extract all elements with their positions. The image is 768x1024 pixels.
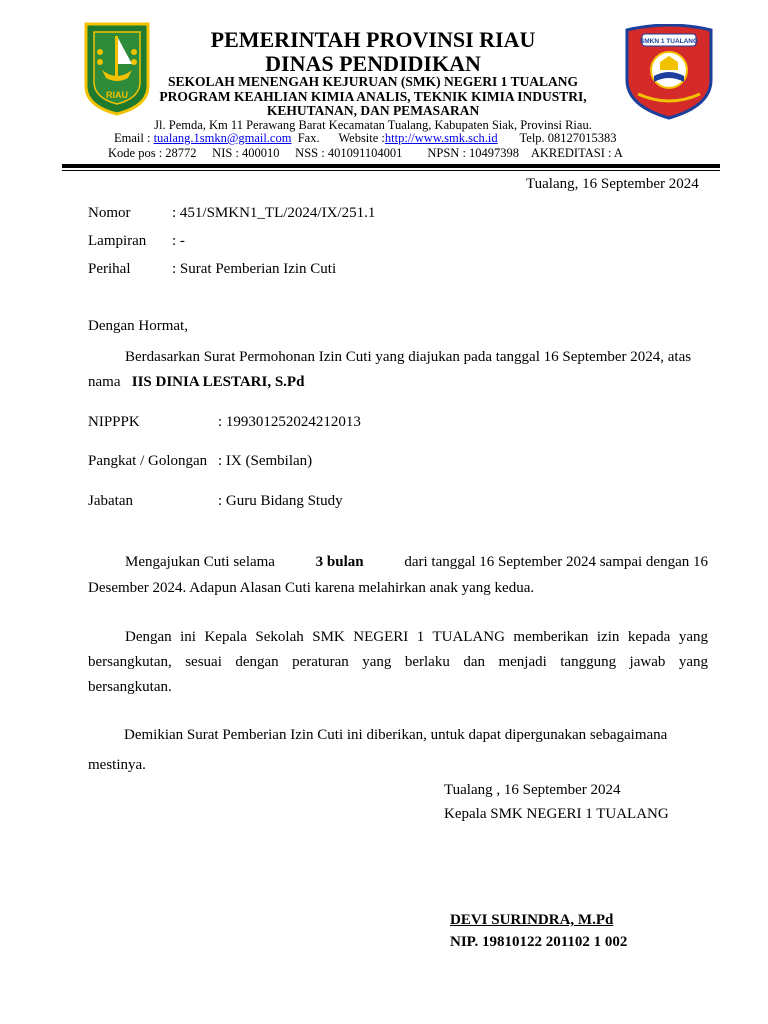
email-label: Email : bbox=[114, 131, 151, 145]
para2-line2: Desember 2024. Adapun Alasan Cuti karena melahirkan anak yang kedua. bbox=[88, 580, 535, 596]
signature-position: Kepala SMK NEGERI 1 TUALANG bbox=[444, 806, 669, 822]
lampiran-value: : - bbox=[172, 233, 185, 249]
para4-line1: Demikian Surat Pemberian Izin Cuti ini diberikan, untuk dapat dipergunakan sebagaimana bbox=[124, 727, 668, 743]
letterhead-contact bbox=[114, 131, 654, 146]
website-label: Website : bbox=[338, 131, 385, 145]
para4-line2: mestinya. bbox=[88, 757, 146, 773]
para3-line1: Dengan ini Kepala Sekolah SMK NEGERI 1 TUALANG memberikan izin kepada yang bbox=[125, 629, 708, 645]
letter-date: Tualang, 16 September 2024 bbox=[526, 176, 699, 192]
nip-label: NIPPPK bbox=[88, 414, 140, 430]
nomor-value: : 451/SMKN1_TL/2024/IX/251.1 bbox=[172, 205, 376, 221]
fax-label: Fax. bbox=[297, 131, 320, 145]
pangkat-value: : IX (Sembilan) bbox=[218, 453, 313, 469]
letterhead-line1: PEMERINTAH PROVINSI RIAU bbox=[210, 27, 536, 52]
pangkat-label: Pangkat / Golongan bbox=[88, 453, 208, 469]
para2-b: dari tanggal 16 September 2024 sampai dengan 16 bbox=[404, 554, 708, 570]
letterhead-divider-thin bbox=[62, 170, 720, 171]
perihal-value: : Surat Pemberian Izin Cuti bbox=[172, 261, 337, 277]
jabatan-value: : Guru Bidang Study bbox=[218, 493, 343, 509]
letterhead-codes bbox=[108, 146, 668, 161]
para1-line1: Berdasarkan Surat Permohonan Izin Cuti yang diajukan pada tanggal 16 September 2024, atas bbox=[125, 349, 692, 365]
email-link[interactable]: tualang.1smkn@gmail.com bbox=[153, 131, 292, 145]
phone: Telp. 08127015383 bbox=[519, 131, 617, 145]
letterhead-school: SEKOLAH MENENGAH KEJURUAN (SMK) NEGERI 1 TUALANG bbox=[167, 74, 579, 89]
nss: NSS : 401091104001 bbox=[295, 146, 403, 160]
lampiran-label: Lampiran bbox=[88, 233, 147, 249]
para3-line2: bersangkutan, sesuai dengan peraturan yang berlaku dan menjadi tanggung jawab yang bbox=[88, 654, 708, 670]
para3-line3: bersangkutan. bbox=[88, 679, 172, 695]
letterhead-program1: PROGRAM KEAHLIAN KIMIA ANALIS, TEKNIK KIMIA INDUSTRI, bbox=[159, 89, 587, 104]
website-link[interactable]: http://www.smk.sch.id bbox=[384, 131, 498, 145]
para2-line1 bbox=[125, 552, 708, 572]
nip-value: : 199301252024212013 bbox=[218, 414, 361, 430]
akreditasi: AKREDITASI : A bbox=[530, 146, 623, 160]
npsn: NPSN : 10497398 bbox=[427, 146, 520, 160]
smkn1-tualang-logo bbox=[624, 24, 714, 120]
jabatan-label: Jabatan bbox=[88, 493, 133, 509]
para1-nama: nama bbox=[88, 374, 121, 390]
nomor-label: Nomor bbox=[88, 205, 131, 221]
letterhead-line2: DINAS PENDIDIKAN bbox=[265, 51, 481, 76]
signature-name: DEVI SURINDRA, M.Pd bbox=[450, 912, 614, 928]
para1-line2 bbox=[88, 372, 304, 392]
logo-left-text: RIAU bbox=[106, 90, 128, 100]
signature-place-date: Tualang , 16 September 2024 bbox=[444, 782, 621, 798]
greeting: Dengan Hormat, bbox=[88, 318, 188, 334]
employee-name: IIS DINIA LESTARI, S.Pd bbox=[131, 374, 305, 390]
signature-nip: NIP. 19810122 201102 1 002 bbox=[450, 934, 628, 950]
letterhead-address: Jl. Pemda, Km 11 Perawang Barat Kecamatan Tualang, Kabupaten Siak, Provinsi Riau. bbox=[154, 118, 592, 132]
perihal-label: Perihal bbox=[88, 261, 131, 277]
para2-duration: 3 bulan bbox=[315, 554, 364, 570]
nis: NIS : 400010 bbox=[212, 146, 280, 160]
letterhead-program2: KEHUTANAN, DAN PEMASARAN bbox=[266, 103, 480, 118]
para2-a: Mengajukan Cuti selama bbox=[125, 554, 275, 570]
letterhead-divider-thick bbox=[62, 164, 720, 168]
logo-right-text: SMKN 1 TUALANG bbox=[639, 38, 699, 45]
kodepos: Kode pos : 28772 bbox=[108, 146, 197, 160]
